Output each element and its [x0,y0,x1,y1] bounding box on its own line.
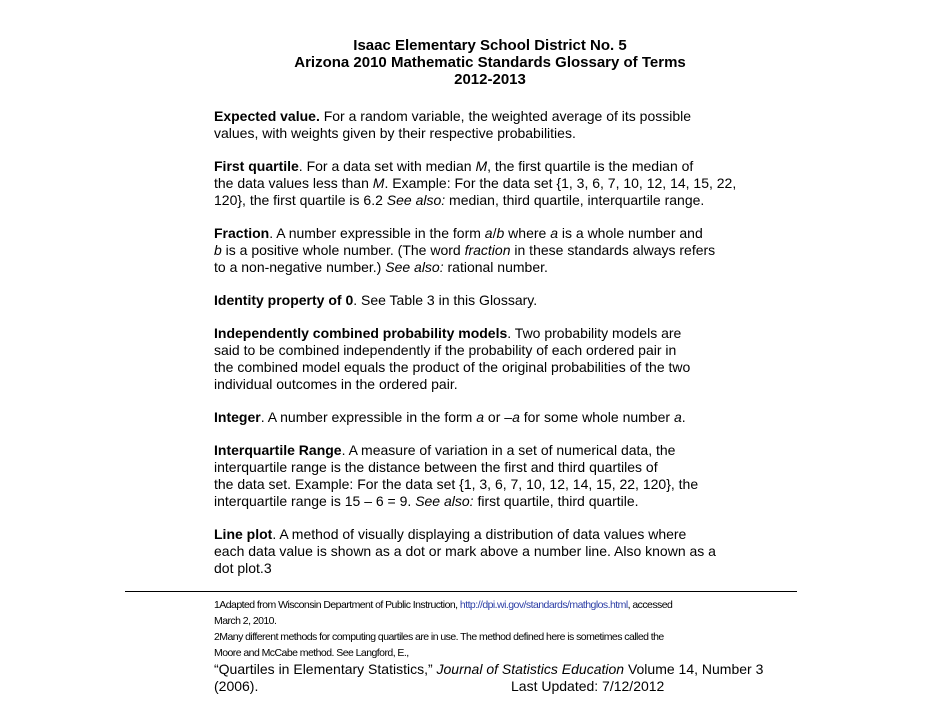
footnotes: 1Adapted from Wisconsin Department of Public Instruction, http://dpi.wi.gov/standards/mathglos.html, accessed March 2, 2010. 2Many different methods for computing quartiles are in use. The method defined here is sometimes called the Moore and McCabe method. See Langford, E., “Quartiles in Elementary Statistics,” Journal of Statistics Education Volume 14, Number 3 (2006). Last Updated: 7/12/2012 [214,597,834,695]
entry-integer: Integer. A number expressible in the form a or –a for some whole number a. [214,409,686,425]
term: Identity property of 0 [214,292,354,308]
footnote-1: 1Adapted from Wisconsin Department of Public Instruction, http://dpi.wi.gov/standards/mathglos.html, accessed [214,599,673,611]
term: Fraction [214,225,270,241]
entry-identity-property: Identity property of 0. See Table 3 in this Glossary. [214,292,538,308]
term: Independently combined probability models [214,325,508,341]
glossary-title: Arizona 2010 Mathematic Standards Glossary of Terms [294,54,686,71]
term: Interquartile Range [214,442,342,458]
citation: “Quartiles in Elementary Statistics,” Journal of Statistics Education Volume 14, Number 3 [214,661,764,677]
school-year: 2012-2013 [454,71,526,88]
entry-fraction: Fraction. A number expressible in the form a/b where a is a whole number and b is a positive whole number. (The word fraction in these standards always refers to a non-negative number.) See also: rational number. [214,225,716,275]
district-title: Isaac Elementary School District No. 5 [353,37,627,54]
footnote-divider [125,591,797,592]
last-updated: Last Updated: 7/12/2012 [511,678,665,694]
document-header [0,37,942,88]
footnote-2: 2Many different methods for computing quartiles are in use. The method defined here is sometimes called the [214,631,664,643]
term: Integer [214,409,261,425]
entry-first-quartile: First quartile. For a data set with median M, the first quartile is the median of the data values less than M. Example: For the data set {1, 3, 6, 7, 10, 12, 14, 15, 22, 120}, the first quartile is 6.2 See also: median, third quartile, interquartile range. [214,158,737,208]
entry-line-plot: Line plot. A method of visually displaying a distribution of data values where each data value is shown as a dot or mark above a number line. Also known as a dot plot.3 [214,526,716,576]
entry-independent-models: Independently combined probability models. Two probability models are said to be combined independently if the probability of each ordered pair in the combined model equals the product of the original probabilities of the two individual outcomes in the ordered pair. [214,325,691,392]
entry-interquartile-range: Interquartile Range. A measure of variation in a set of numerical data, the interquartile range is the distance between the first and third quartiles of the data set. Example: For the data set {1, 3, 6, 7, 10, 12, 14, 15, 22, 120}, the interquartile range is 15 – 6 = 9. See also: first quartile, third quartile. [214,442,699,509]
term: First quartile [214,158,299,174]
footnote-link[interactable]: http://dpi.wi.gov/standards/mathglos.html [459,599,628,611]
term: Expected value. [214,108,320,124]
glossary-body [214,108,834,593]
entry-expected-value: Expected value. For a random variable, the weighted average of its possible values, with weights given by their respective probabilities. [214,108,692,141]
term: Line plot [214,526,273,542]
